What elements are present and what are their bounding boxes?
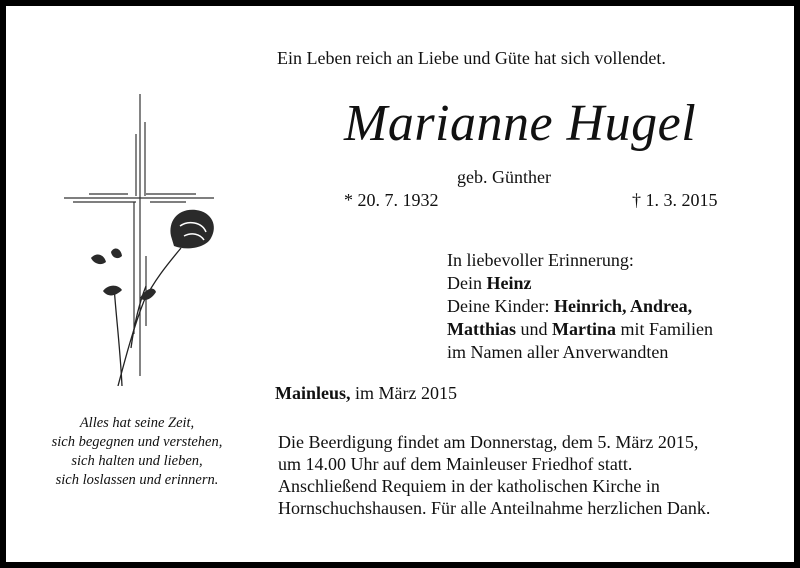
child-name: Matthias (447, 319, 516, 339)
poem-line: Alles hat seine Zeit, (79, 415, 195, 431)
mourners-block (447, 249, 713, 364)
motto: Ein Leben reich an Liebe und Güte hat sich vollendet. (277, 48, 666, 68)
cross-with-rose-icon (56, 86, 226, 386)
funeral-line: Die Beerdigung findet am Donnerstag, dem 5. März 2015, (278, 432, 699, 452)
place-name: Mainleus, (275, 383, 351, 403)
deceased-name: Marianne Hugel (344, 95, 697, 152)
poem-line: sich begegnen und verstehen, (51, 434, 223, 450)
spouse-name: Heinz (486, 273, 532, 293)
birth-date: * 20. 7. 1932 (344, 190, 439, 210)
spouse-prefix: Dein (447, 273, 487, 293)
children-names: Heinrich, Andrea, (553, 296, 693, 316)
maiden-name: geb. Günther (457, 167, 551, 187)
funeral-details (278, 431, 710, 519)
families-text: mit Familien (615, 319, 713, 339)
children-prefix: Deine Kinder: (447, 296, 554, 316)
relatives-line: im Namen aller Anverwandten (447, 342, 669, 362)
death-date: † 1. 3. 2015 (632, 190, 718, 210)
child-name: Martina (552, 319, 616, 339)
children-line (447, 295, 713, 318)
funeral-line: Hornschuchshausen. Für alle Anteilnahme herzlichen Dank. (278, 498, 711, 518)
funeral-line: um 14.00 Uhr auf dem Mainleuser Friedhof statt. (278, 454, 633, 474)
mourners-intro: In liebevoller Erinnerung: (447, 250, 634, 270)
poem-line: sich halten und lieben, (71, 453, 203, 469)
spouse-line (447, 272, 713, 295)
and-text: und (516, 319, 552, 339)
funeral-line: Anschließend Requiem in der katholischen Kirche in (278, 476, 660, 496)
month-year: im März 2015 (350, 383, 457, 403)
children-line-2 (447, 318, 713, 341)
obituary-card (6, 6, 794, 562)
poem (26, 414, 248, 490)
poem-line: sich loslassen und erinnern. (55, 472, 219, 488)
place-date (275, 383, 457, 404)
